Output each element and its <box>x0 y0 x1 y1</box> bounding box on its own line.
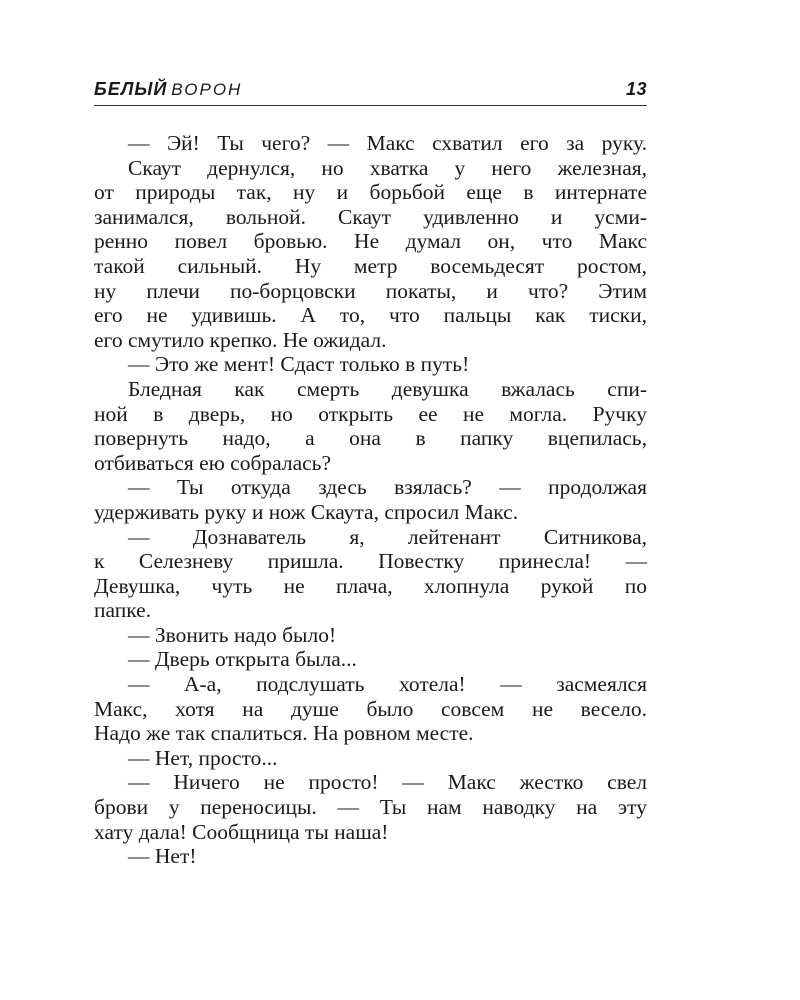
text-line: — Ничего не просто! — Макс жестко свел <box>128 770 647 795</box>
book-title-part1: БЕЛЫЙ <box>94 79 168 99</box>
text-line: — Дверь открыта была... <box>128 647 357 672</box>
text-line: Макс, хотя на душе было совсем не весело. <box>94 696 647 721</box>
page-body <box>94 131 647 869</box>
text-line: — Дознаватель я, лейтенант Ситникова, <box>128 524 647 549</box>
text-line: Бледная как смерть девушка вжалась спи- <box>128 376 647 401</box>
text-line: — Это же мент! Сдаст только в путь! <box>128 352 470 377</box>
text-line: Скаут дернулся, но хватка у него железная, <box>128 155 647 180</box>
text-line: ренно повел бровью. Не думал он, что Макс <box>94 229 647 254</box>
running-header <box>94 79 647 106</box>
text-line: его не удивишь. А то, что пальцы как тиски, <box>94 303 647 328</box>
text-line: к Селезневу пришла. Повестку принесла! — <box>94 549 647 574</box>
text-line: — Ты откуда здесь взялась? — продолжая <box>128 475 647 500</box>
text-line: занимался, вольной. Скаут удивленно и усми- <box>94 204 647 229</box>
text-line: — А-а, подслушать хотела! — засмеялся <box>128 672 647 697</box>
text-line: ной в дверь, но открыть ее не могла. Ручку <box>94 401 647 426</box>
text-line: Девушка, чуть не плача, хлопнула рукой по <box>94 573 647 598</box>
text-line: ну плечи по-борцовски покаты, и что? Этим <box>94 278 647 303</box>
text-line: его смутило крепко. Не ожидал. <box>94 327 387 352</box>
text-line: брови у переносицы. — Ты нам наводку на эту <box>94 795 647 820</box>
text-line: папке. <box>94 598 152 623</box>
book-title <box>94 79 242 100</box>
text-line: повернуть надо, а она в папку вцепилась, <box>94 426 647 451</box>
text-line: от природы так, ну и борьбой еще в интернате <box>94 180 647 205</box>
text-line: отбиваться ею собралась? <box>94 450 332 475</box>
text-line: удерживать руку и нож Скаута, спросил Макс. <box>94 499 519 524</box>
text-line: — Нет! <box>128 844 197 869</box>
text-line: — Звонить надо было! <box>128 622 337 647</box>
text-line: — Нет, просто... <box>128 745 278 770</box>
text-line: такой сильный. Ну метр восемьдесят ростом, <box>94 253 647 278</box>
text-line: — Эй! Ты чего? — Макс схватил его за руку. <box>128 131 647 155</box>
text-line: Надо же так спалиться. На ровном месте. <box>94 721 474 746</box>
text-line: хату дала! Сообщница ты наша! <box>94 819 389 844</box>
page-number: 13 <box>625 79 647 99</box>
book-title-part2: ВОРОН <box>171 80 243 99</box>
